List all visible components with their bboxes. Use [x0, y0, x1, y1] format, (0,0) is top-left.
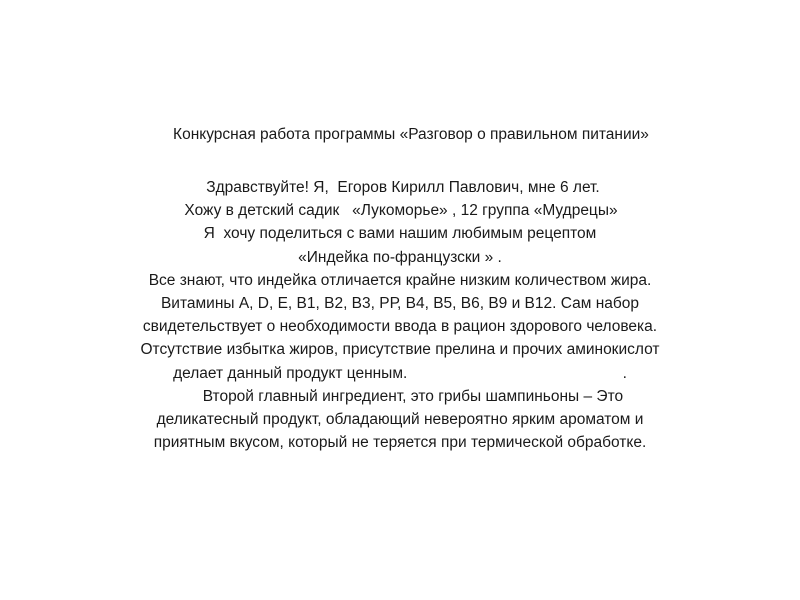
body-line: Все знают, что индейка отличается крайне низким количеством жира. [148, 271, 652, 289]
slide-body [40, 176, 760, 454]
body-line: Я хочу поделиться с вами нашим любимым рецептом [203, 225, 597, 243]
body-line: Хожу в детский садик «Лукоморье» , 12 группа «Мудрецы» [184, 202, 618, 220]
body-line: приятным вкусом, который не теряется при термической обработке. [153, 434, 647, 452]
body-line: Отсутствие избытка жиров, присутствие прелина и прочих аминокислот [140, 341, 660, 359]
body-line: свидетельствует о необходимости ввода в рацион здорового человека. [142, 318, 658, 336]
body-line: Второй главный ингредиент, это грибы шампиньоны – Это [176, 387, 624, 405]
body-line: Здравствуйте! Я, Егоров Кирилл Павлович, мне 6 лет. [206, 179, 600, 196]
slide-title: Конкурсная работа программы «Разговор о правильном питании» [173, 126, 649, 143]
body-line: Витамины А, D, Е, В1, В2, В3, РР, В4, В5, В6, В9 и В12. Сам набор [160, 294, 640, 312]
body-line: «Индейка по-французски » . [298, 248, 502, 266]
body-line: деликатесный продукт, обладающий невероятно ярким ароматом и [156, 410, 644, 428]
body-line: делает данный продукт ценным. . [173, 364, 627, 382]
